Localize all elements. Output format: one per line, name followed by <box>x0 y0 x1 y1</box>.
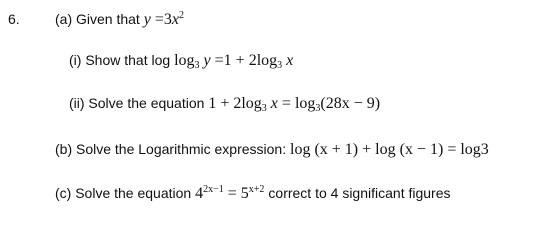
part-b-line <box>55 140 489 159</box>
part-c-text: (c) Solve the equation <box>55 185 192 201</box>
part-a-intro: (a) Given that <box>55 11 140 27</box>
part-a-given-equation: $y =3x^2$ <box>143 10 184 28</box>
part-b-text: (b) Solve the Logarithmic expression: <box>55 141 287 157</box>
part-a-i-line <box>69 51 293 70</box>
part-b-equation: log (x + 1) + log (x − 1) = log3 <box>290 141 489 158</box>
question-number: 6. <box>8 11 20 27</box>
part-a-ii-equation: $1 + 2\log_3$ $x = \log_3(28x - 9)$ <box>208 95 381 114</box>
part-a-ii-line <box>69 94 380 113</box>
part-a-ii-text: (ii) Solve the equation <box>69 95 205 111</box>
part-a-i-equation: $\log_3 y =1 + 2\log_3$ x <box>174 52 294 71</box>
part-c-line <box>55 184 451 203</box>
part-c-equation: $4^{2x-1} = 5^{x+2}$ <box>195 184 265 202</box>
part-a-given-line <box>55 10 184 29</box>
part-c-tail: correct to 4 significant figures <box>268 185 451 201</box>
part-a-i-text: (i) Show that log <box>69 52 171 68</box>
